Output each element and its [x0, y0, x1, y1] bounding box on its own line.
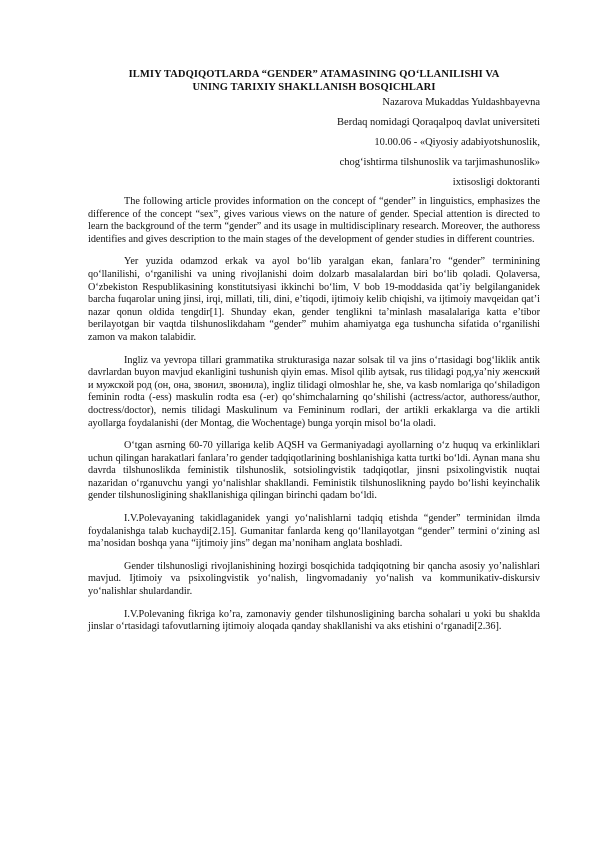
body-paragraph: Yer yuzida odamzod erkak va ayol bo‘lib yaralgan ekan, fanlara’ro “gender” terminining qo‘llanilishi, o‘rganilishi va uning rivojlanishi doim dolzarb masalalardan biri bo‘lib qoladi. Qolaversa, O‘zbekiston Respublikasining konstitutsiyasi ikkinchi bo‘lim, V bob 19-moddasida qat’iy belgilanganidek barcha fuqarolar uning jinsi, irqi, millati, tili, dini, e’tiqodi, ijtimoiy kelib chiqishi, va ijtimoiy mavqeidan qat’i nazar qonun oldida tengdir[1]. Shunday ekan, gender tenglikni ta’minlash masalalariga katta e’tibor berilayotgan bir vaqtda tilshunoslikdaham “gender” muhim ahamiyatga ega tushuncha sifatida o‘rganilishi zamon va makon talabidir.	[88, 256, 540, 343]
specialty-code: 10.00.06 - «Qiyosiy adabiyotshunoslik,	[374, 137, 540, 148]
author-affiliation: Berdaq nomidagi Qoraqalpoq davlat universiteti	[337, 117, 540, 128]
body-paragraph: I.V.Polevaning fikriga ko’ra, zamonaviy gender tilshunosligining barcha sohalari u yoki bu shaklda jinslar o‘rtasidagi tafovutlarning ijtimoiy aloqada qanday shakllanishi va aks etishini o‘rganadi[2.36].	[88, 608, 540, 633]
title-line-2: UNING TARIXIY SHAKLLANISH BOSQICHLARI	[192, 82, 436, 93]
body-paragraph: O‘tgan asrning 60-70 yillariga kelib AQSH va Germaniyadagi ayollarning o‘z huquq va erkinliklari uchun qilingan harakatlari fanlara’ro gender tadqiqotlarining boshlanishiga katta turtki bo‘ldi. Aynan mana shu davrda tilshunoslikda feministik tilshunoslik, sotsiolingvistik tadqiqotlar, jinsni psixolingvistik nuqtai nazaridan o‘rganuvchu yangi yo‘nalishlar shakllandi. Feministik tilshunoslikning paydo bo‘lishi keyinchalik gender tilshunosligining shakllanishiga qilingan birinchi qadam bo‘ldi.	[88, 440, 540, 502]
specialty-line-2: chog‘ishtirma tilshunoslik va tarjimashunoslik»	[339, 157, 540, 168]
body-paragraph: Gender tilshunosligi rivojlanishining hozirgi bosqichida tadqiqotning bir qancha asosiy yo’nalishlari mavjud. Ijtimoiy va psixolingvistik yo‘nalish, lingvomadaniy yo‘nalish va kommunikativ-diskursiv yo‘nalishlar shulardandir.	[88, 560, 540, 598]
article-title	[88, 68, 540, 94]
title-line-1: ILMIY TADQIQOTLARDA “GENDER” ATAMASINING QO‘LLANILISHI VA	[128, 69, 500, 80]
body-paragraph: Ingliz va yevropa tillari grammatika strukturasiga nazar solsak til va jins o‘rtasidagi bog‘liklik antik davrlardan buyon mavjud ekanligini tushunish qiyin emas. Misol qilib aytsak, rus tilidagi род,ya’niy женский и мужской род (он, она, звонил, звонила), ingliz tilidagi olmoshlar he, she, va kasb nomlariga qo‘shiladigon feminin rodta (-ess) maskulin rodta esa (-er) qo‘shimchalarning qo‘shilishi (actress/actor, authoress/author, doctress/doctor), nemis tilidagi Maskulinum va Femininum rodlari, der artikli erkaklarga va die artikli ayollarga foydalanishi (der Montag, die Wochentage) bunga yorqin misol bo‘la oladi.	[88, 354, 540, 429]
author-info	[88, 96, 540, 189]
author-degree: ixtisosligi doktoranti	[452, 177, 540, 188]
author-name: Nazarova Mukaddas Yuldashbayevna	[382, 97, 540, 108]
abstract-paragraph: The following article provides information on the concept of “gender” in linguistics, emphasizes the difference of the concept “sex”, gives various views on the nature of gender. Special attention is directed to learn the background of the term “gender” and its usage in multidisciplinary research. Moreover, the authoress identifies and gives description to the main stages of the development of gender studies in different countries.	[88, 196, 540, 245]
body-paragraph: I.V.Polevayaning takidlaganidek yangi yo‘nalishlarni tadqiq etishda “gender” terminidan ilmda foydalanishga talab kuchaydi[2.15]. Gumanitar fanlarda keng qo‘llanilayotgan “gender” termini o‘zining asl ma’nosidan boshqa yana “ijtimoiy jins” degan ma’noniham anglata boshladi.	[88, 513, 540, 550]
